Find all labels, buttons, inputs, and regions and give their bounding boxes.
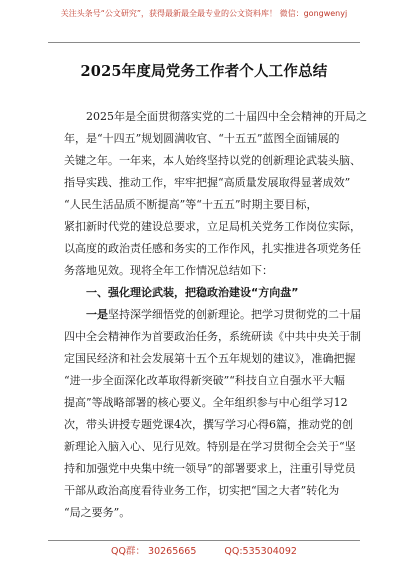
body-line: “人民生活品质不断提高”等“十五五”时期主要目标， — [64, 198, 318, 211]
body-line: 关键之年。一年来，本人始终坚持以党的创新理论武装头脑、 — [64, 154, 361, 167]
body-line: 新理论入脑入心、见行见效。特别是在学习贯彻全会关于“坚 — [64, 440, 356, 453]
body-line: 紧扣新时代党的建设总要求，立足局机关党务工作岗位实际， — [64, 220, 361, 233]
body-line: 务落地见效。现将全年工作情况总结如下： — [64, 264, 273, 277]
body-line: 指导实践、推动工作，牢牢把握“高质量发展取得显著成效” — [64, 176, 351, 189]
header-divider — [48, 42, 360, 43]
body-line: 以高度的政治责任感和务实的工作作风，扎实推进各项党务任 — [64, 242, 361, 255]
header-banner: 关注头条号“公文研究”，获得最新最全最专业的公文资料库！ 微信：gongwenyj — [60, 9, 348, 18]
body-line: 提高”等战略部署的核心要义。全年组织参与中心组学习12 — [64, 396, 348, 409]
footer-divider — [48, 540, 360, 541]
body-line: 年，是“十四五”规划圆满收官、“十五五”蓝图全面铺展的 — [64, 132, 340, 145]
body-line: 四中全会精神作为首要政治任务，系统研读《中共中央关于制 — [64, 330, 361, 343]
footer-qq: QQ:535304092 — [224, 546, 297, 557]
body-line: 2025年是全面贯彻落实党的二十届四中全会精神的开局之 — [86, 110, 367, 123]
document-body — [64, 106, 367, 524]
body-line: “进一步全面深化改革取得新突破”“科技自立自强水平大幅 — [64, 374, 345, 387]
body-line: 干部从政治高度看待业务工作，切实把“国之大者”转化为 — [64, 484, 340, 497]
footer — [0, 543, 408, 557]
body-line: 定国民经济和社会发展第十五个五年规划的建议》，准确把握 — [64, 352, 356, 365]
footer-qq-group: QQ群： 30265665 — [111, 546, 197, 557]
body-line — [64, 304, 364, 326]
paragraph-first-line: 坚持深学细悟党的创新理论。把学习贯彻党的二十届 — [108, 308, 361, 321]
body-line: 次，带头讲授专题党课4次，撰写学习心得6篇，推动党的创 — [64, 418, 353, 431]
body-line: 持和加强党中央集中统一领导”的部署要求上，注重引导党员 — [64, 462, 356, 475]
section-heading: 一、强化理论武装，把稳政治建设“方向盘” — [86, 286, 299, 299]
document-title: 2025年度局党务工作者个人工作总结 — [80, 63, 328, 80]
paragraph-lead: 一是 — [86, 308, 108, 321]
body-line: “局之要务”。 — [64, 506, 131, 519]
